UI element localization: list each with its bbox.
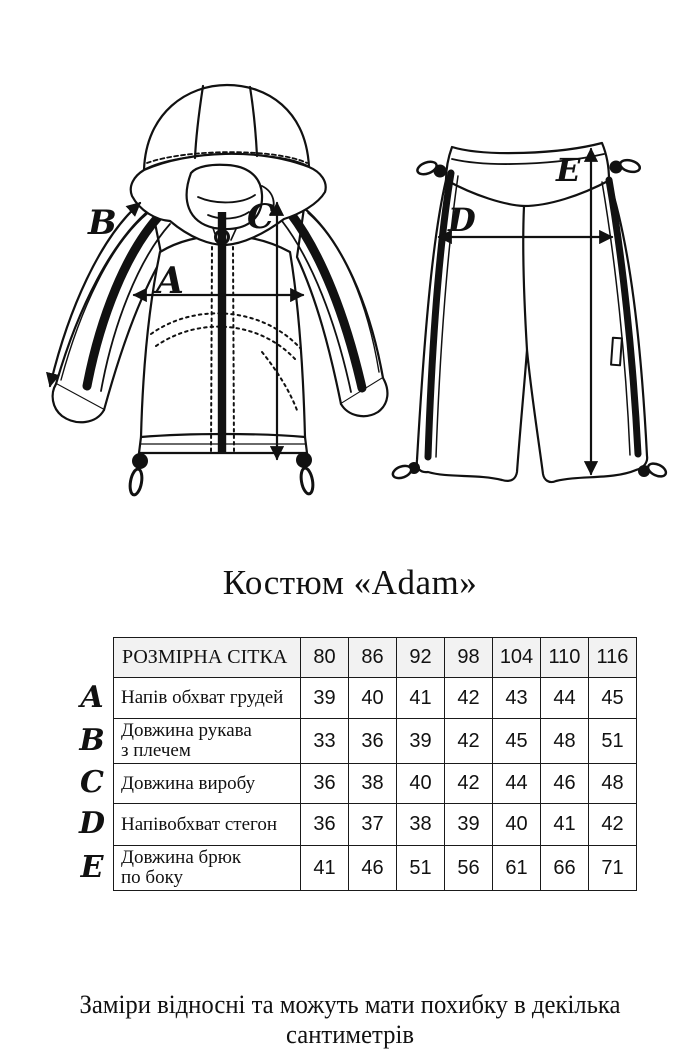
measure-row-A — [114, 678, 637, 719]
value-A-size-104: 43 — [493, 678, 541, 719]
value-D-size-116: 42 — [589, 804, 637, 846]
value-B-size-80: 33 — [301, 719, 349, 764]
value-E-size-80: 41 — [301, 846, 349, 891]
pants-side-tag — [611, 338, 622, 366]
value-B-size-104: 45 — [493, 719, 541, 764]
row-letter-A: A — [80, 680, 104, 715]
disclaimer-note — [0, 990, 700, 1050]
measure-row-E — [114, 846, 637, 891]
value-A-size-86: 40 — [349, 678, 397, 719]
value-A-size-98: 42 — [445, 678, 493, 719]
page-title: Костюм «Adam» — [222, 563, 478, 602]
value-C-size-104: 44 — [493, 764, 541, 804]
size-col-header-92: 92 — [397, 638, 445, 678]
value-E-size-104: 61 — [493, 846, 541, 891]
value-C-size-92: 40 — [397, 764, 445, 804]
measure-label-D: Напівобхват стегон — [114, 804, 301, 846]
measure-row-B — [114, 719, 637, 764]
size-grid-header: РОЗМІРНА СІТКА — [114, 638, 301, 678]
value-D-size-104: 40 — [493, 804, 541, 846]
measure-label-A: Напів обхват грудей — [114, 678, 301, 719]
value-B-size-116: 51 — [589, 719, 637, 764]
disclaimer-text: Заміри відносні та можуть мати похибку в декілька сантиметрів — [79, 990, 621, 1049]
size-col-header-104: 104 — [493, 638, 541, 678]
value-B-size-110: 48 — [541, 719, 589, 764]
value-C-size-116: 48 — [589, 764, 637, 804]
measure-label-E: Довжина брюк по боку — [114, 846, 301, 891]
value-D-size-92: 38 — [397, 804, 445, 846]
value-A-size-116: 45 — [589, 678, 637, 719]
pants-label-D: D — [448, 201, 476, 239]
value-A-size-80: 39 — [301, 678, 349, 719]
pants-drawing — [391, 143, 668, 482]
value-E-size-98: 56 — [445, 846, 493, 891]
value-C-size-80: 36 — [301, 764, 349, 804]
value-E-size-116: 71 — [589, 846, 637, 891]
value-E-size-110: 66 — [541, 846, 589, 891]
value-A-size-110: 44 — [541, 678, 589, 719]
value-D-size-98: 39 — [445, 804, 493, 846]
value-B-size-98: 42 — [445, 719, 493, 764]
value-C-size-110: 46 — [541, 764, 589, 804]
jacket-hem-toggle-right — [296, 452, 312, 468]
value-E-size-92: 51 — [397, 846, 445, 891]
size-col-header-98: 98 — [445, 638, 493, 678]
size-table — [113, 637, 637, 891]
size-col-header-110: 110 — [541, 638, 589, 678]
value-C-size-98: 42 — [445, 764, 493, 804]
measure-label-B: Довжина рукава з плечем — [114, 719, 301, 764]
row-letter-E: E — [80, 850, 104, 885]
value-D-size-110: 41 — [541, 804, 589, 846]
size-table-zone — [113, 637, 637, 891]
size-header-row — [114, 638, 637, 678]
jacket-hem-toggle-left — [132, 453, 148, 469]
measure-row-D — [114, 804, 637, 846]
value-C-size-86: 38 — [349, 764, 397, 804]
jacket-zipper — [218, 212, 226, 454]
size-col-header-86: 86 — [349, 638, 397, 678]
jacket-label-C: C — [247, 197, 275, 237]
value-B-size-92: 39 — [397, 719, 445, 764]
jacket-drawing — [50, 85, 387, 496]
value-D-size-80: 36 — [301, 804, 349, 846]
measure-label-C: Довжина виробу — [114, 764, 301, 804]
pants-label-E: E — [556, 151, 581, 189]
jacket-label-B: B — [88, 203, 117, 243]
row-letter-B: B — [79, 723, 105, 758]
row-letter-D: D — [78, 806, 105, 841]
size-col-header-116: 116 — [589, 638, 637, 678]
value-E-size-86: 46 — [349, 846, 397, 891]
value-A-size-92: 41 — [397, 678, 445, 719]
row-letter-C: C — [80, 765, 104, 800]
measure-row-C — [114, 764, 637, 804]
value-B-size-86: 36 — [349, 719, 397, 764]
size-col-header-80: 80 — [301, 638, 349, 678]
value-D-size-86: 37 — [349, 804, 397, 846]
jacket-label-A: A — [156, 260, 184, 302]
